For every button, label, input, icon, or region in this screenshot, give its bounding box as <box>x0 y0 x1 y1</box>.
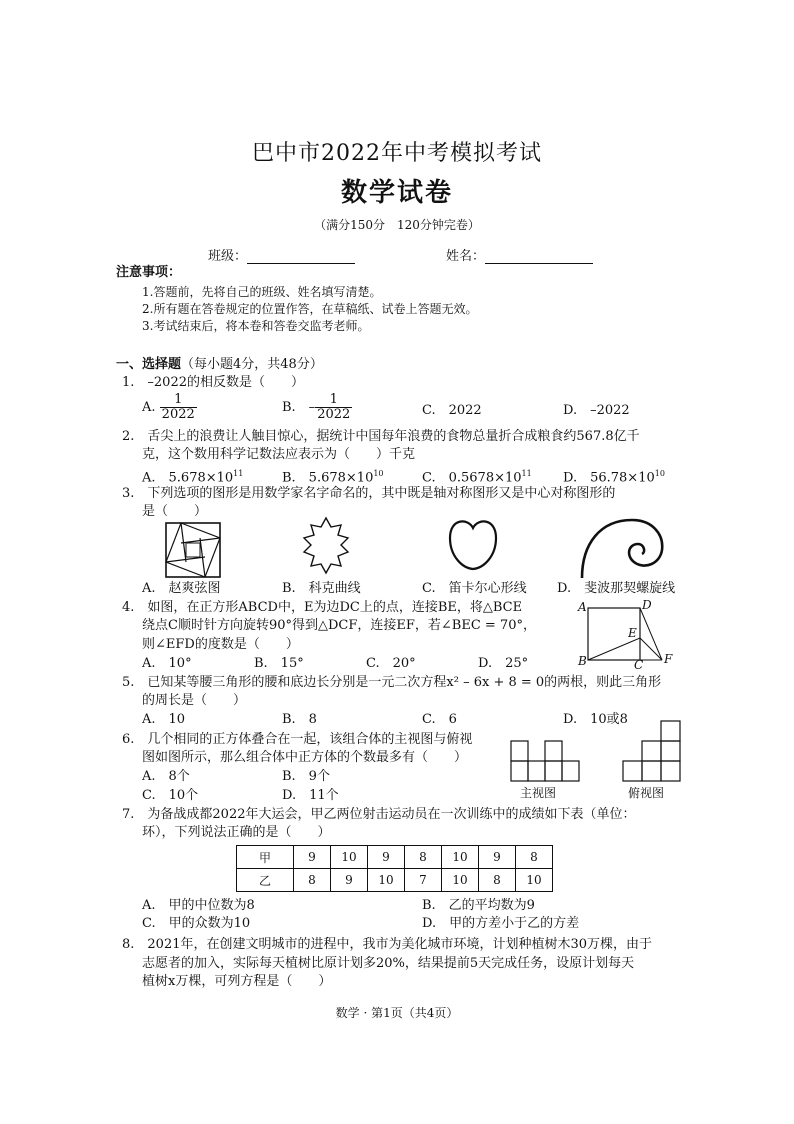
row-head: 甲 <box>237 846 294 869</box>
q5-option-a: A. 10 <box>142 712 186 727</box>
score-cell: 10 <box>442 846 479 869</box>
q3-line-1: 3. 下列选项的图形是用数学家名字命名的，其中既是轴对称图形又是中心对称图形的 <box>122 486 616 501</box>
score-cell: 8 <box>405 846 442 869</box>
class-blank <box>247 249 355 264</box>
q1-stem: 1. –2022的相反数是（ ） <box>122 375 304 390</box>
front-view-caption: 主视图 <box>520 786 557 800</box>
q2-line-1: 2. 舌尖上的浪费让人触目惊心，据统计中国每年浪费的食物总量折合成粮食约567.8亿千 <box>122 429 640 444</box>
class-label: 班级： <box>208 249 248 264</box>
q5-option-c: C. 6 <box>422 712 457 727</box>
q7-option-d: D. 甲的方差小于乙的方差 <box>422 916 580 931</box>
q2-option-c: C. $0.5678\times 10^{11}$ <box>422 469 532 486</box>
notice-item-3: 3.考试结束后，将本卷和答卷交监考老师。 <box>142 319 370 333</box>
exam-title: 巴中市2022年中考模拟考试 <box>252 141 542 166</box>
q4-option-b: B. 15° <box>254 656 304 671</box>
score-cell: 7 <box>405 869 442 892</box>
q5-option-d: D. 10或8 <box>563 712 628 727</box>
score-cell: 9 <box>331 869 368 892</box>
q8-line-1: 8. 2021年，在创建文明城市的进程中，我市为美化城市环境，计划种植树木30万棵，由于 <box>122 937 653 952</box>
table-row <box>237 869 553 892</box>
label-a: A <box>578 600 587 614</box>
q7-option-b: B. 乙的平均数为9 <box>422 898 535 913</box>
koch-curve-figure <box>296 514 356 580</box>
class-field <box>208 245 355 264</box>
q7-option-a: A. 甲的中位数为8 <box>142 898 255 913</box>
score-cell: 9 <box>294 846 331 869</box>
q7-line-2: 环），下列说法正确的是（ ） <box>142 825 331 840</box>
top-view-figure <box>622 720 682 782</box>
top-view-caption: 俯视图 <box>628 786 665 800</box>
q1-option-d: D. –2022 <box>563 403 630 418</box>
q4-line-3: 则∠EFD的度数是（ ） <box>142 637 299 652</box>
notice-heading: 注意事项： <box>116 265 182 280</box>
q5-option-b: B. 8 <box>282 712 317 727</box>
subject-title: 数学试卷 <box>340 178 453 208</box>
table-row <box>237 846 553 869</box>
q4-line-2: 绕点C顺时针方向旋转90°得到△DCF，连接EF，若∠BEC = 70°， <box>142 618 536 633</box>
score-cell: 8 <box>516 846 553 869</box>
q7-line-1: 7. 为备战成都2022年大运会，甲乙两位射击运动员在一次训练中的成绩如下表（单位： <box>122 807 636 822</box>
q5-line-1: 5. 已知某等腰三角形的腰和底边长分别是一元二次方程x² – 6x + 8 = 0的两根，则此三角形 <box>122 675 662 690</box>
q6-line-2: 图如图所示，那么组合体中正方体的个数最多有（ ） <box>142 750 468 765</box>
label-d: D <box>642 598 652 612</box>
name-blank <box>485 249 593 264</box>
score-time-note: （满分150分 120分钟完卷） <box>314 218 480 232</box>
q1-b-fraction: $\frac{1}{2022}$ <box>317 392 351 422</box>
label-e: E <box>628 626 637 640</box>
q6-line-1: 6. 几个相同的正方体叠合在一起，该组合体的主视图与俯视 <box>122 732 473 747</box>
q4-option-d: D. 25° <box>478 656 529 671</box>
q4-option-a: A. 10° <box>142 656 192 671</box>
fibonacci-spiral-figure <box>578 514 668 580</box>
label-f: F <box>664 652 673 666</box>
q2-line-2: 克，这个数用科学记数法应表示为（ ）千克 <box>142 447 416 462</box>
label-c: C <box>634 658 644 672</box>
q3-option-b: B. 科克曲线 <box>282 581 361 596</box>
cardioid-figure <box>448 516 498 572</box>
score-cell: 9 <box>368 846 405 869</box>
q1-option-a: A. $\frac{1}{2022}$ <box>142 392 195 422</box>
q8-line-3: 植树x万棵，可列方程是（ ） <box>142 974 332 989</box>
score-cell: 10 <box>442 869 479 892</box>
score-cell: 10 <box>368 869 405 892</box>
q8-line-2: 志愿者的加入，实际每天植树比原计划多20%，结果提前5天完成任务，设原计划每天 <box>142 956 635 971</box>
score-cell: 8 <box>479 869 516 892</box>
label-b: B <box>578 654 587 668</box>
q4-line-1: 4. 如图，在正方形ABCD中，E为边DC上的点，连接BE，将△BCE <box>122 600 523 615</box>
notice-item-2: 2.所有题在答卷规定的位置作答，在草稿纸、试卷上答题无效。 <box>142 302 478 316</box>
section-heading: 一、选择题（每小题4分，共48分） <box>116 357 323 372</box>
name-field <box>446 245 593 264</box>
q4-option-c: C. 20° <box>366 656 416 671</box>
q1-option-b: B. – $\frac{1}{2022}$ <box>282 392 351 422</box>
name-label: 姓名： <box>446 249 486 264</box>
q2-option-d: D. $56.78\times 10^{10}$ <box>563 469 665 486</box>
notice-item-1: 1.答题前，先将自己的班级、姓名填写清楚。 <box>142 285 382 299</box>
q6-option-d: D. 11个 <box>282 788 339 803</box>
row-head: 乙 <box>237 869 294 892</box>
q5-line-2: 的周长是（ ） <box>142 693 247 708</box>
score-cell: 10 <box>516 869 553 892</box>
zhao-shuang-figure <box>165 522 221 578</box>
front-view-figure <box>510 740 582 782</box>
q7-option-c: C. 甲的众数为10 <box>142 916 251 931</box>
q6-option-c: C. 10个 <box>142 788 199 803</box>
score-cell: 10 <box>331 846 368 869</box>
score-cell: 9 <box>479 846 516 869</box>
q2-option-a: A. $5.678\times 10^{11}$ <box>142 469 244 486</box>
q3-line-2: 是（ ） <box>142 504 208 519</box>
q3-option-a: A. 赵爽弦图 <box>142 581 221 596</box>
page-footer: 数学 · 第1页（共4页） <box>335 1006 459 1020</box>
q1-a-fraction: $\frac{1}{2022}$ <box>161 392 195 422</box>
q2-option-b: B. $5.678\times 10^{10}$ <box>282 469 384 486</box>
q6-option-b: B. 9个 <box>282 769 330 784</box>
q1-option-c: C. 2022 <box>422 403 482 418</box>
q3-option-d: D. 斐波那契螺旋线 <box>557 581 676 596</box>
score-table <box>236 845 553 892</box>
score-cell: 8 <box>294 869 331 892</box>
q3-option-c: C. 笛卡尔心形线 <box>422 581 527 596</box>
q6-option-a: A. 8个 <box>142 769 190 784</box>
